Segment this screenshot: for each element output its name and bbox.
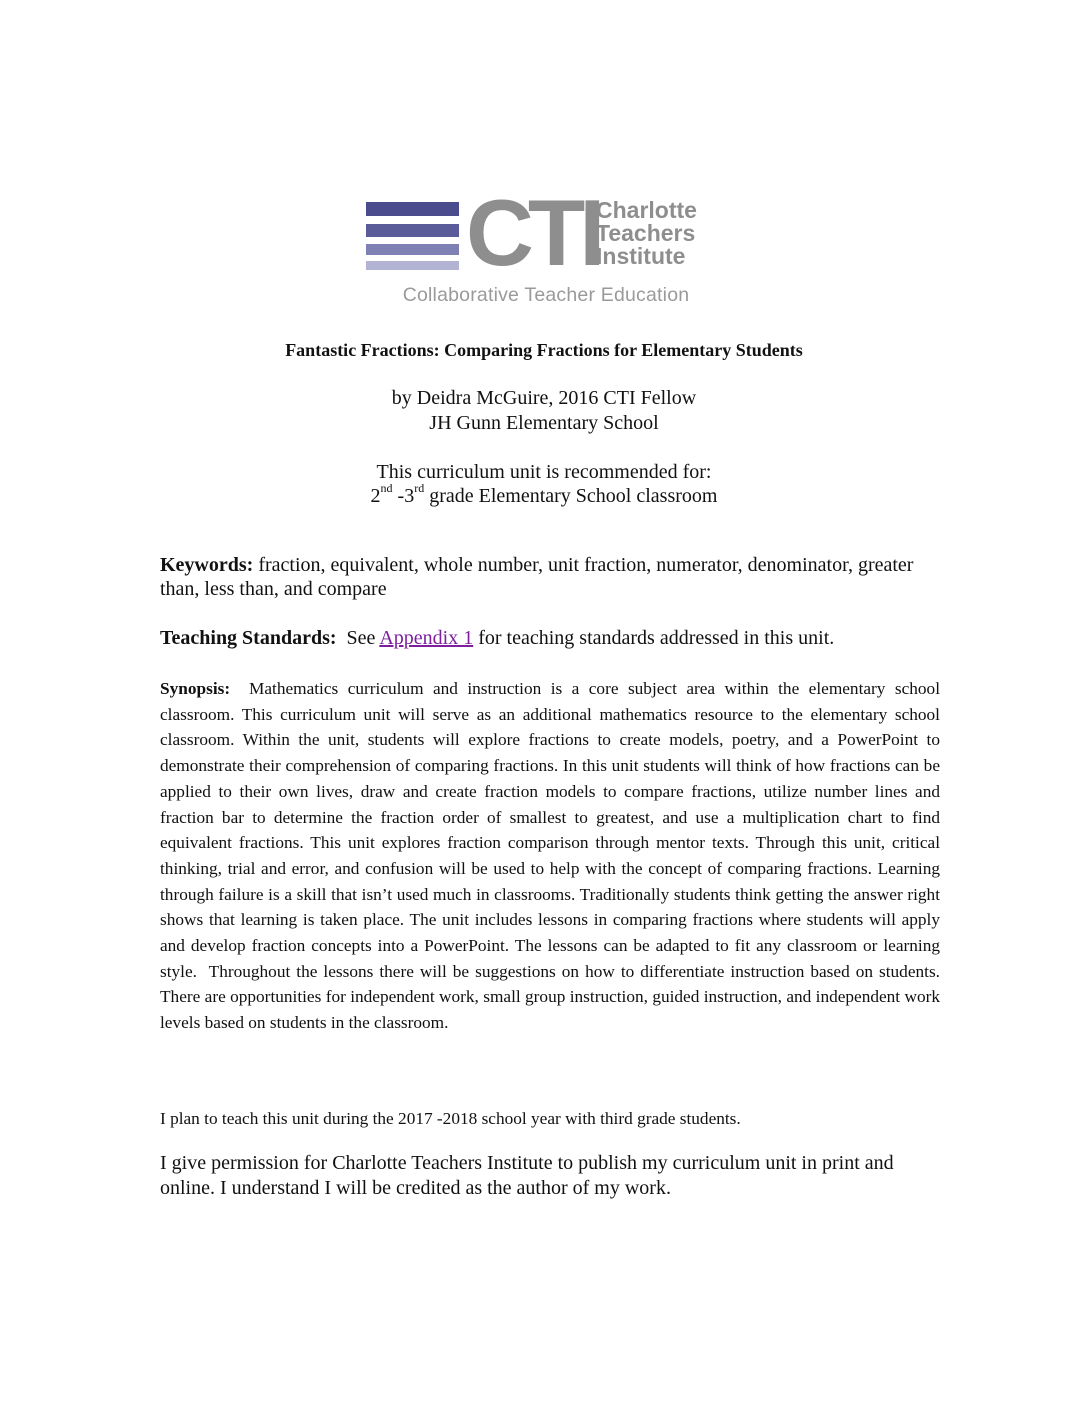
cti-logo <box>366 180 726 308</box>
document-title: Fantastic Fractions: Comparing Fractions for Elementary Students <box>285 340 803 360</box>
logo-name-line: Charlotte <box>596 197 697 223</box>
appendix-link[interactable]: Appendix 1 <box>379 627 474 649</box>
grade-rest: grade Elementary School classroom <box>424 485 718 507</box>
teaching-standards-paragraph <box>160 626 940 650</box>
keywords-text: fraction, equivalent, whole number, unit fraction, numerator, denominator, greater than, less than, and compare <box>160 554 914 600</box>
logo-stripe <box>366 202 459 216</box>
logo-acronym: CTI <box>466 180 600 285</box>
permission-paragraph: I give permission for Charlotte Teachers Institute to publish my curriculum unit in print and online. I understand I will be credited as the author of my work. <box>160 1152 894 1199</box>
synopsis-label: Synopsis: <box>160 679 231 698</box>
grade-to-suffix: rd <box>414 481 425 496</box>
logo-name-line: Teachers <box>596 220 696 246</box>
logo-tagline: Collaborative Teacher Education <box>402 284 690 306</box>
grade-separator: -3 <box>392 485 415 507</box>
synopsis-text: Mathematics curriculum and instruction is a core subject area within the elementary school classroom. This curriculum unit will serve as an additional mathematics resource to the elementary school classroom. Within the unit, students will explore fractions to create models, poetry, and a PowerPoint to demonstrate their comprehension of comparing fractions. In this unit students will think of how fractions can be applied to their own lives, draw and create fraction models to compare fractions, utilize number lines and fraction bar to determine the fraction order of smallest to greatest, and use a multiplication chart to find equivalent fractions. This unit explores fraction comparison through mentor texts. Through this unit, critical thinking, trial and error, and confusion will be used to help with the concept of comparing fractions. Learning through failure is a skill that isn’t used much in classrooms. Traditionally students think getting the answer right shows that learning is taken place. The unit includes lessons in comparing fractions where students will apply and develop fraction concepts into a PowerPoint. The lessons can be adapted to fit any classroom or learning style. Throughout the lessons there will be suggestions on how to differentiate instruction based on students. There are opportunities for independent work, small group instruction, guided instruction, and independent work levels based on students in the classroom. <box>160 679 945 1033</box>
plan-paragraph: I plan to teach this unit during the 2017 -2018 school year with third grade students. <box>160 1109 741 1128</box>
keywords-label: Keywords: <box>160 554 254 576</box>
logo-stripe <box>366 224 459 237</box>
logo-stripe <box>366 261 459 270</box>
standards-label: Teaching Standards: <box>160 627 337 649</box>
school-line: JH Gunn Elementary School <box>429 412 659 434</box>
logo-stripe <box>366 244 459 255</box>
logo-name-line: Institute <box>596 243 686 269</box>
standards-text-before: See <box>336 627 380 649</box>
standards-text-after: for teaching standards addressed in this unit. <box>473 627 835 649</box>
grade-from: 2 <box>370 485 381 507</box>
logo-name <box>596 199 697 268</box>
author-line: by Deidra McGuire, 2016 CTI Fellow <box>391 387 697 409</box>
synopsis-paragraph <box>160 676 945 1036</box>
keywords-paragraph <box>160 553 940 601</box>
recommendation-intro: This curriculum unit is recommended for: <box>376 461 712 483</box>
grade-recommendation <box>0 481 1088 509</box>
grade-from-suffix: nd <box>380 481 393 496</box>
